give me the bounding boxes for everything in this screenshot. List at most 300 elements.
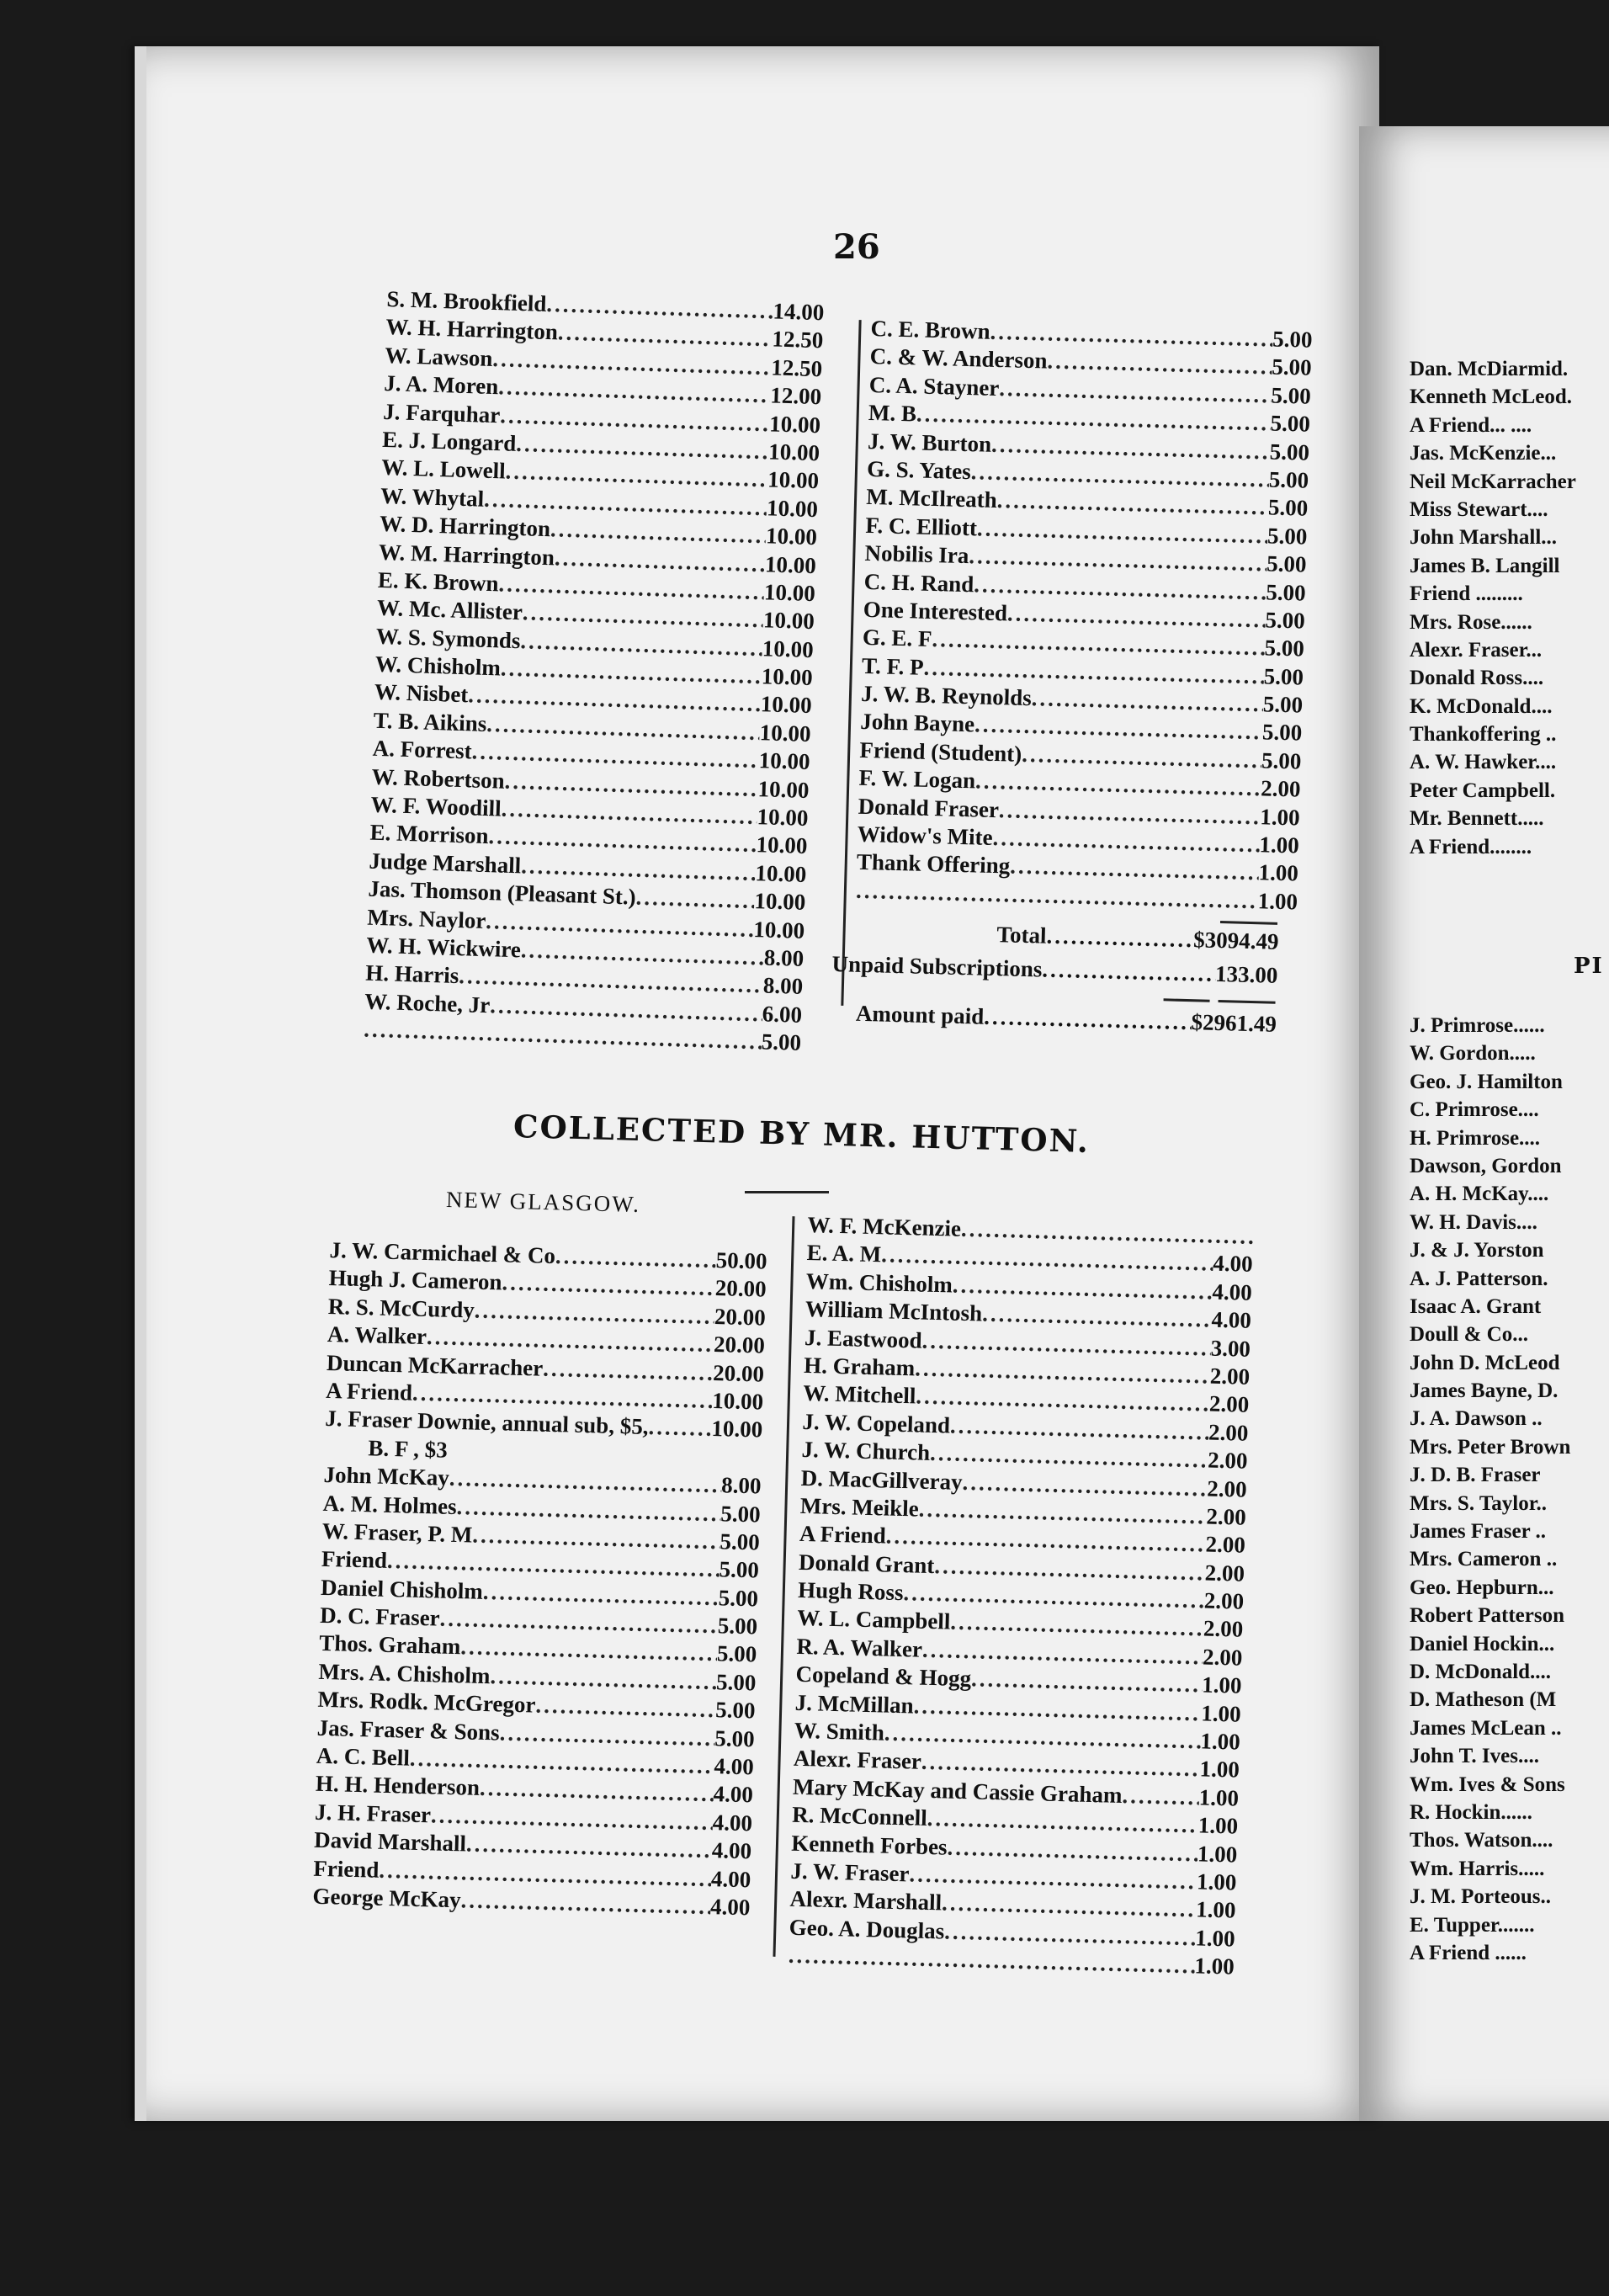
right-page-entry [1410, 723, 1609, 751]
leader-dots [635, 885, 755, 914]
right-page-list-top [1410, 358, 1609, 864]
subscriber-name: J. W. Carmichael & Co [329, 1237, 556, 1269]
subscriber-amount: 5.00 [1261, 747, 1302, 774]
subscriber-amount: 12.50 [770, 354, 823, 382]
subscriber-column-4 [788, 1212, 1253, 1982]
subscriber-amount: 3.00 [1210, 1335, 1251, 1362]
right-page-entry [1410, 667, 1609, 694]
subscriber-amount: 2.00 [1204, 1560, 1245, 1586]
subscriber-amount: 5.00 [1264, 635, 1305, 662]
subscriber-amount: 5.00 [761, 1028, 802, 1056]
right-page-entry [1410, 1661, 1609, 1688]
subscriber-amount: 1.00 [1259, 832, 1300, 858]
right-page-name: Dawson, Gordon [1410, 1154, 1562, 1177]
right-page-entry [1410, 1098, 1609, 1126]
subscriber-amount: 1.00 [1200, 1700, 1241, 1727]
subscriber-name: Wm. Chisholm [805, 1268, 953, 1298]
right-page-name: R. Hockin...... [1410, 1800, 1532, 1824]
leader-dots [555, 1243, 717, 1273]
subscriber-name: Mrs. Naylor [366, 904, 486, 933]
subscriber-amount: 5.00 [1271, 353, 1312, 381]
subscriber-name: Thos. Graham [318, 1630, 461, 1660]
subscriber-name: Friend [321, 1546, 388, 1574]
right-page-name: Geo. J. Hamilton [1410, 1070, 1563, 1093]
right-page-entry [1410, 1323, 1609, 1351]
subscriber-amount: 10.00 [763, 579, 816, 607]
subscriber-name: A. M. Holmes [322, 1490, 458, 1519]
subscriber-name: F. W. Logan [858, 765, 976, 794]
subscriber-name: W. D. Harrington [379, 510, 551, 542]
right-page-name: Miss Stewart.... [1410, 497, 1548, 521]
right-page-name: J. Primrose...... [1410, 1014, 1545, 1037]
subscriber-name: R. A. Walker [796, 1633, 923, 1662]
subscriber-amount: 10.00 [761, 663, 814, 691]
subscriber-amount: 10.00 [762, 607, 815, 635]
leader-dots [1007, 600, 1266, 633]
subscriber-amount: 8.00 [762, 972, 804, 1000]
subscriber-name: A. Walker [327, 1321, 427, 1350]
right-page-entry [1410, 1211, 1609, 1239]
subscriber-amount: 5.00 [1265, 607, 1306, 634]
right-page-name: Mrs. Peter Brown [1410, 1435, 1571, 1459]
subscriber-name: One Interested [863, 596, 1008, 626]
subscriber-name: T. F. P [861, 652, 925, 680]
leader-dots [535, 1693, 716, 1724]
right-page-entry [1410, 1576, 1609, 1604]
subscriber-amount: 10.00 [753, 916, 805, 943]
unpaid-amount: 133.00 [1214, 960, 1278, 988]
subscriber-name: E. Morrison [369, 820, 490, 849]
subscriber-name: H. H. Henderson [315, 1771, 481, 1801]
right-page-entry [1410, 751, 1609, 779]
right-page-name: Mrs. Rose...... [1410, 610, 1532, 634]
subscriber-name: Hugh Ross [797, 1576, 904, 1606]
subscriber-name: J. W. B. Reynolds [860, 680, 1033, 711]
paid-rule-1 [1164, 998, 1210, 1002]
leader-dots [1031, 685, 1263, 717]
right-page-entry [1410, 1801, 1609, 1829]
leader-dots [1122, 1783, 1199, 1810]
right-page-entry [1410, 1914, 1609, 1942]
subscriber-amount: 10.00 [757, 775, 810, 803]
right-page-entry [1410, 470, 1609, 498]
right-page-entry [1410, 1942, 1609, 1969]
right-page-name: Thankoffering .. [1410, 723, 1557, 747]
right-page-name: Kenneth McLeod. [1410, 385, 1573, 409]
leader-dots [482, 1579, 719, 1611]
subscriber-amount: 5.00 [1267, 494, 1309, 522]
leader-dots [480, 1775, 714, 1807]
subscriber-amount: 5.00 [1270, 410, 1311, 437]
leader-dots [490, 1663, 716, 1695]
subscriber-amount: 5.00 [1271, 382, 1312, 409]
subscriber-name: J. Eastwood [804, 1324, 922, 1353]
subscriber-amount: 2.00 [1208, 1390, 1250, 1418]
right-page-name: Donald Ross.... [1410, 667, 1544, 690]
right-page-name: H. Primrose.... [1410, 1126, 1541, 1150]
right-page-entry [1410, 1520, 1609, 1548]
right-page-name: Robert Patterson [1410, 1604, 1564, 1628]
subscriber-name: J. W. Burton [867, 428, 992, 457]
leader-dots [1022, 741, 1262, 773]
right-page-name: W. Gordon..... [1410, 1042, 1536, 1066]
subscriber-amount: 5.00 [720, 1500, 761, 1528]
subscriber-amount: 5.00 [1266, 550, 1307, 577]
subscriber-name: Friend (Student) [859, 736, 1022, 767]
subscriber-name: Geo. A. Douglas [789, 1914, 945, 1944]
subscriber-name: B. F , $3 [368, 1435, 449, 1463]
right-page-entry [1410, 1829, 1609, 1857]
right-page-name: James Fraser .. [1410, 1520, 1546, 1544]
subscriber-name: J. A. Moren [383, 370, 499, 400]
subscriber-amount: 2.00 [1206, 1503, 1247, 1530]
right-page-name: A Friend........ [1410, 835, 1532, 858]
subscriber-name: George McKay [312, 1883, 462, 1913]
unpaid-label: Unpaid Subscriptions [831, 950, 1043, 982]
subscriber-amount: 20.00 [712, 1359, 765, 1387]
subscriber-name: J. H. Fraser [314, 1799, 432, 1828]
subscriber-name: Donald Grant [798, 1549, 935, 1578]
leader-dots [971, 1666, 1203, 1698]
subscriber-amount: 4.00 [711, 1837, 752, 1864]
right-page-entry [1410, 695, 1609, 723]
right-page-entry [1410, 1492, 1609, 1520]
total-label: Total [996, 922, 1047, 949]
right-page-name: Thos. Watson.... [1410, 1829, 1553, 1852]
right-page-name: Geo. Hepburn... [1410, 1576, 1554, 1599]
subscriber-amount: 10.00 [711, 1387, 764, 1415]
right-page-entry [1410, 779, 1609, 807]
subscriber-amount: 1.00 [1196, 1868, 1237, 1895]
subscriber-name: W. Fraser, P. M [321, 1517, 473, 1548]
leader-dots [950, 1609, 1203, 1642]
subscriber-name: T. B. Aikins [373, 707, 487, 736]
right-page-entry [1410, 1464, 1609, 1491]
subscriber-amount: 10.00 [768, 410, 821, 438]
right-page-name: A. W. Hawker.... [1410, 751, 1557, 774]
right-page-name: Mrs. S. Taylor.. [1410, 1491, 1548, 1515]
subscriber-amount: 10.00 [759, 720, 812, 747]
subscriber-name: Jas. Thomson (Pleasant St.) [368, 875, 637, 910]
right-page-entry [1410, 582, 1609, 610]
right-page-entry [1410, 1604, 1609, 1632]
subscriber-column-3 [312, 1237, 767, 1923]
subscriber-amount: 4.00 [709, 1894, 751, 1921]
right-page-entry [1410, 1688, 1609, 1716]
right-page-name: John T. Ives.... [1410, 1745, 1539, 1768]
subscriber-amount: 5.00 [1269, 438, 1310, 465]
subscriber-column-1 [364, 286, 825, 1058]
subscriber-name: W. Nisbet [374, 679, 469, 708]
subscriber-name: Mrs. Rodk. McGregor [317, 1687, 536, 1718]
subscriber-name: C. & W. Anderson [869, 343, 1048, 374]
subscriber-amount: 20.00 [713, 1331, 766, 1358]
right-page-entry [1410, 555, 1609, 582]
subscriber-amount: 5.00 [720, 1528, 761, 1555]
total-amount: $3094.49 [1192, 927, 1279, 954]
subscriber-amount: 6.00 [762, 1001, 803, 1028]
leader-dots [944, 1918, 1196, 1951]
right-page-name: A Friend ...... [1410, 1941, 1527, 1964]
subscriber-name: G. E. F [862, 624, 932, 652]
page-number: 26 [833, 227, 880, 267]
subscriber-amount: 5.00 [1266, 523, 1308, 550]
subscriber-amount: 5.00 [714, 1697, 756, 1724]
leader-dots [460, 1887, 710, 1920]
totals-block [830, 917, 1278, 1045]
right-page-entry [1410, 1633, 1609, 1661]
subscriber-name: W. Robertson [371, 763, 506, 794]
subscriber-amount: 2.00 [1208, 1419, 1249, 1446]
subscriber-amount: 10.00 [711, 1416, 763, 1443]
subscriber-amount: 10.00 [762, 635, 815, 662]
subscriber-amount: 10.00 [757, 804, 809, 832]
leader-dots [962, 1469, 1208, 1501]
right-page-name: Neil McKarracher [1410, 470, 1576, 493]
subscriber-amount: 1.00 [1258, 859, 1299, 886]
subscriber-name: W. Lawson [384, 342, 493, 371]
subscriber-amount: 1.00 [1197, 1812, 1239, 1839]
right-page-entry [1410, 1858, 1609, 1885]
subscriber-name: W. Mitchell [802, 1380, 916, 1409]
right-page-name: Wm. Harris..... [1410, 1857, 1545, 1880]
right-page-entry [1410, 1407, 1609, 1435]
subscriber-amount: 5.00 [1268, 466, 1309, 493]
leader-dots [557, 320, 773, 353]
right-page-entry [1410, 1071, 1609, 1098]
right-page-entry [1410, 1239, 1609, 1267]
section-heading: COLLECTED BY MR. HUTTON. [512, 1108, 1091, 1160]
subscriber-amount: 20.00 [714, 1303, 767, 1331]
subscriber-name: W. Chisholm [374, 651, 502, 681]
right-page-name: Alexr. Fraser... [1410, 638, 1543, 662]
right-page-entry [1410, 639, 1609, 667]
subscriber-name: A. C. Bell [316, 1742, 411, 1771]
leader-dots [499, 1719, 714, 1751]
subscriber-name: Daniel Chisholm [320, 1574, 484, 1604]
subscriber-name: J. Fraser Downie, annual sub, $5, [324, 1406, 649, 1440]
right-page-name: Isaac A. Grant [1410, 1294, 1542, 1318]
right-page-name: James Bayne, D. [1410, 1379, 1559, 1403]
right-page-entry [1410, 358, 1609, 385]
subscriber-amount: 1.00 [1200, 1728, 1241, 1755]
right-page-name: J. A. Dawson .. [1410, 1407, 1543, 1431]
subscriber-name: A Friend [325, 1377, 413, 1406]
subscriber-name: Duncan McKarracher [326, 1349, 544, 1381]
right-page-entry [1410, 611, 1609, 639]
subscriber-amount: 1.00 [1194, 1953, 1235, 1980]
leader-dots [502, 1270, 715, 1302]
leader-dots [554, 545, 765, 577]
right-page-entry [1410, 498, 1609, 526]
right-page-name: Peter Campbell. [1410, 779, 1556, 802]
subscriber-amount: 5.00 [716, 1640, 757, 1667]
subscriber-name: Mrs. A. Chisholm [318, 1658, 491, 1689]
right-page-entry [1410, 526, 1609, 554]
subscriber-name: C. A. Stayner [868, 371, 1000, 401]
subscriber-name: C. H. Rand [863, 568, 974, 597]
subscriber-name: W. S. Symonds [375, 623, 521, 653]
subscriber-name: Hugh J. Cameron [328, 1265, 502, 1295]
subscriber-name: Nobilis Ira [864, 540, 969, 569]
subscriber-name: W. Mc. Allister [376, 595, 523, 625]
paid-amount: $2961.49 [1191, 1009, 1277, 1037]
subscriber-amount: 10.00 [767, 438, 820, 466]
subscriber-amount: 1.00 [1259, 803, 1300, 831]
subscriber-name: Mrs. Meikle [799, 1492, 920, 1522]
right-page-entry [1410, 1379, 1609, 1407]
right-page-name: Jas. McKenzie... [1410, 442, 1557, 465]
subscriber-amount: 14.00 [773, 298, 825, 326]
subscriber-amount: 1.00 [1199, 1756, 1240, 1783]
right-page-name: D. McDonald.... [1410, 1660, 1552, 1683]
right-page-entry [1410, 1042, 1609, 1070]
subscriber-name: Alexr. Marshall [789, 1886, 943, 1916]
subscriber-amount: 4.00 [1211, 1306, 1252, 1334]
subscriber-amount: 10.00 [755, 859, 807, 887]
subscriber-amount: 5.00 [715, 1669, 757, 1696]
leader-dots [472, 1522, 720, 1555]
paid-rule-2 [1219, 1000, 1276, 1004]
right-page-entry [1410, 1268, 1609, 1295]
subscriber-name: John Bayne [859, 709, 975, 737]
subscriber-amount: 4.00 [712, 1809, 753, 1836]
subscriber-name: H. Graham [803, 1352, 916, 1381]
leader-dots [982, 1301, 1212, 1333]
subscriber-name: A Friend [799, 1521, 887, 1549]
right-page-entry [1410, 385, 1609, 413]
subscriber-name: E. J. Longard [381, 426, 517, 456]
leader-dots [947, 1834, 1197, 1867]
subscriber-amount: 5.00 [1265, 578, 1306, 606]
right-page-entry [1410, 1885, 1609, 1913]
right-page-name: A Friend... .... [1410, 413, 1532, 437]
right-page-name: Mr. Bennett..... [1410, 807, 1544, 831]
subscriber-name: W. H. Harrington [385, 314, 559, 345]
leader-dots [460, 1634, 717, 1667]
right-page-name: E. Tupper....... [1410, 1913, 1535, 1937]
subscriber-amount: 10.00 [767, 466, 820, 494]
subscriber-amount: 1.00 [1201, 1672, 1242, 1698]
right-page-name: Wm. Ives & Sons [1410, 1772, 1565, 1796]
right-page-name: Doull & Co... [1410, 1323, 1528, 1347]
right-page-name: W. H. Davis.... [1410, 1210, 1537, 1234]
right-page-name: J. M. Porteous.. [1410, 1885, 1552, 1909]
leader-dots [474, 1297, 714, 1329]
subscriber-amount: 5.00 [714, 1725, 755, 1752]
subscriber-name: C. E. Brown [870, 316, 990, 344]
subscriber-amount: 5.00 [717, 1613, 758, 1640]
subscriber-name: S. M. Brookfield [386, 286, 547, 316]
subscriber-name: W. F. McKenzie [807, 1212, 962, 1241]
subscriber-name: D. MacGillveray [800, 1464, 964, 1495]
subscriber-name: R. McConnell [791, 1801, 928, 1831]
subscriber-name: Copeland & Hogg [795, 1661, 972, 1692]
right-page-entry [1410, 1014, 1609, 1042]
right-page-entry [1410, 1127, 1609, 1155]
subscriber-name: Donald Fraser [858, 793, 1000, 822]
right-page-name: John Marshall... [1410, 526, 1558, 550]
subscriber-amount: 5.00 [718, 1584, 759, 1612]
subscriber-amount: 5.00 [1262, 691, 1304, 718]
right-page-name: James McLean .. [1410, 1716, 1562, 1740]
subscriber-name: H. Harris [364, 959, 459, 989]
subscriber-amount: 10.00 [756, 832, 808, 859]
subscriber-name: E. A. M [806, 1240, 882, 1268]
subscriber-amount: 8.00 [720, 1472, 762, 1499]
subscriber-amount: 5.00 [1272, 326, 1313, 353]
subscriber-amount: 2.00 [1207, 1447, 1248, 1474]
right-page-entry [1410, 1155, 1609, 1183]
subscriber-name: W. M. Harrington [378, 539, 555, 570]
subscriber-name: Thank Offering [856, 849, 1011, 879]
subscriber-amount: 1.00 [1194, 1925, 1235, 1952]
right-page-name: J. & J. Yorston [1410, 1239, 1544, 1262]
subscriber-amount: 10.00 [758, 747, 810, 775]
subscriber-name: J. W. Copeland [802, 1408, 951, 1438]
subscriber-name: W. L. Campbell [796, 1605, 951, 1635]
subscriber-amount: 1.00 [1197, 1840, 1238, 1868]
leader-dots [1047, 348, 1272, 380]
right-page-entry [1410, 836, 1609, 864]
subscriber-name: Alexr. Fraser [793, 1746, 922, 1775]
subscriber-amount: 2.00 [1203, 1615, 1244, 1643]
right-page-entry [1410, 442, 1609, 470]
subscriber-name: G. S. Yates [866, 455, 972, 485]
right-page-entry [1410, 1745, 1609, 1772]
subscriber-name: F. C. Elliott [865, 512, 978, 541]
subscriber-amount: 10.00 [765, 523, 818, 550]
subscriber-name: A. Forrest [372, 735, 473, 764]
subscriber-amount: 10.00 [760, 691, 813, 719]
subscriber-amount: 4.00 [714, 1753, 755, 1780]
leader-dots [550, 516, 767, 549]
subscriber-name: W. Whytal [380, 482, 485, 512]
subscriber-amount: 4.00 [1212, 1251, 1253, 1278]
right-page-name: Daniel Hockin... [1410, 1632, 1555, 1656]
subscriber-amount: 2.00 [1202, 1644, 1243, 1671]
subscriber-name: Jas. Fraser & Sons [316, 1714, 501, 1746]
subscriber-amount: 2.00 [1205, 1531, 1246, 1559]
leader-dots [466, 1831, 713, 1864]
leader-dots [950, 1412, 1209, 1445]
right-page-name: A. H. McKay.... [1410, 1183, 1549, 1206]
subscriber-amount: 20.00 [714, 1275, 767, 1302]
subscriber-amount: 12.50 [772, 326, 824, 353]
subscriber-amount: 5.00 [1263, 663, 1304, 690]
subscriber-name: W. F. Woodill [370, 791, 502, 821]
right-page-entry [1410, 1548, 1609, 1576]
subscriber-name: Friend [312, 1855, 380, 1883]
right-page-list-bottom [1410, 1014, 1609, 1969]
subscriber-name: W. L. Lowell [380, 454, 507, 484]
subscriber-amount: 10.00 [754, 888, 806, 916]
subscriber-name: Widow's Mite [857, 821, 993, 851]
leader-dots [543, 1355, 714, 1385]
right-page-entry [1410, 1436, 1609, 1464]
leader-dots [942, 1890, 1197, 1923]
subscriber-amount: 1.00 [1257, 888, 1298, 915]
subsection-heading: NEW GLASGOW. [445, 1186, 641, 1218]
subscriber-name: J. Farquhar [382, 398, 501, 428]
right-page-entry [1410, 1352, 1609, 1379]
paid-label: Amount paid [855, 1000, 985, 1029]
right-page-name: C. Primrose.... [1410, 1098, 1539, 1122]
subscriber-name: John McKay [323, 1462, 450, 1491]
subscriber-amount: 2.00 [1209, 1363, 1251, 1390]
right-page-heading: PI [1574, 954, 1604, 979]
heading-rule [745, 1191, 829, 1193]
